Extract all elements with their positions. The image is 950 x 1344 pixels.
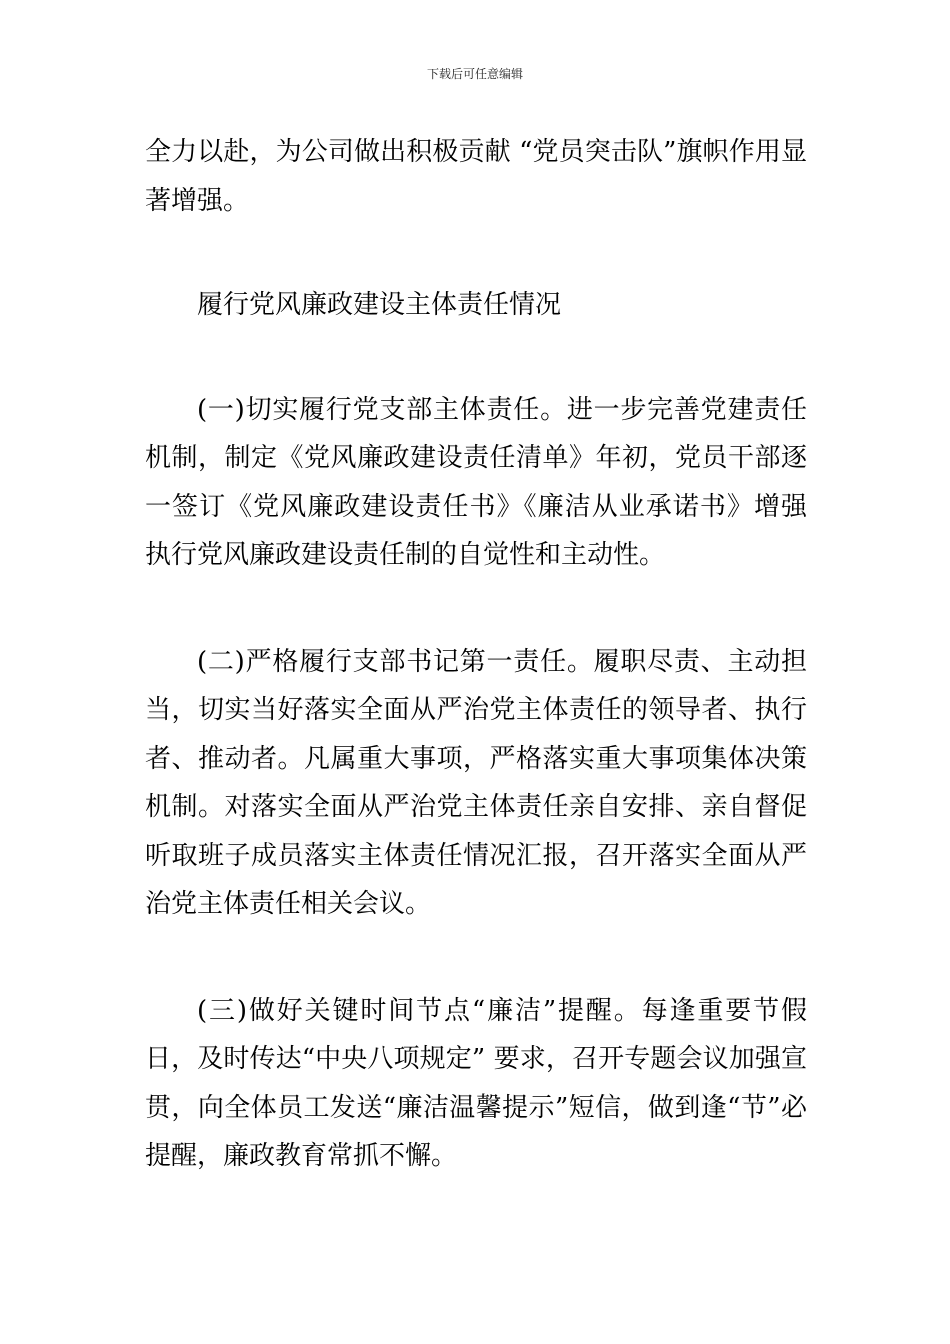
header-note: 下载后可任意编辑 bbox=[426, 67, 523, 81]
document-body bbox=[145, 128, 807, 1181]
paragraph-item-2: (二)严格履行支部书记第一责任。履职尽责、主动担当，切实当好落实全面从严治党主体责任的领导者、执行者、推动者。凡属重大事项，严格落实重大事项集体决策机制。对落实全面从严治党主体责任亲自安排、亲自督促听取班子成员落实主体责任情况汇报，召开落实全面从严治党主体责任相关会议。 bbox=[145, 646, 807, 919]
paragraph-item-1: (一)切实履行党支部主体责任。进一步完善党建责任机制，制定《党风廉政建设责任清单》年初，党员干部逐一签订《党风廉政建设责任书》《廉洁从业承诺书》增强执行党风廉政建设责任制的自觉性和主动性。 bbox=[145, 394, 807, 570]
paragraph-continuation: 全力以赴，为公司做出积极贡献 “党员突击队”旗帜作用显著增强。 bbox=[145, 137, 807, 216]
paragraph-item-3: (三)做好关键时间节点“廉洁”提醒。每逢重要节假日，及时传达“中央八项规定” 要求，召开专题会议加强宣贯，向全体员工发送“廉洁温馨提示”短信，做到逢“节”必提醒，廉政教育常抓不懈。 bbox=[145, 995, 807, 1171]
section-heading: 履行党风廉政建设主体责任情况 bbox=[197, 290, 562, 320]
